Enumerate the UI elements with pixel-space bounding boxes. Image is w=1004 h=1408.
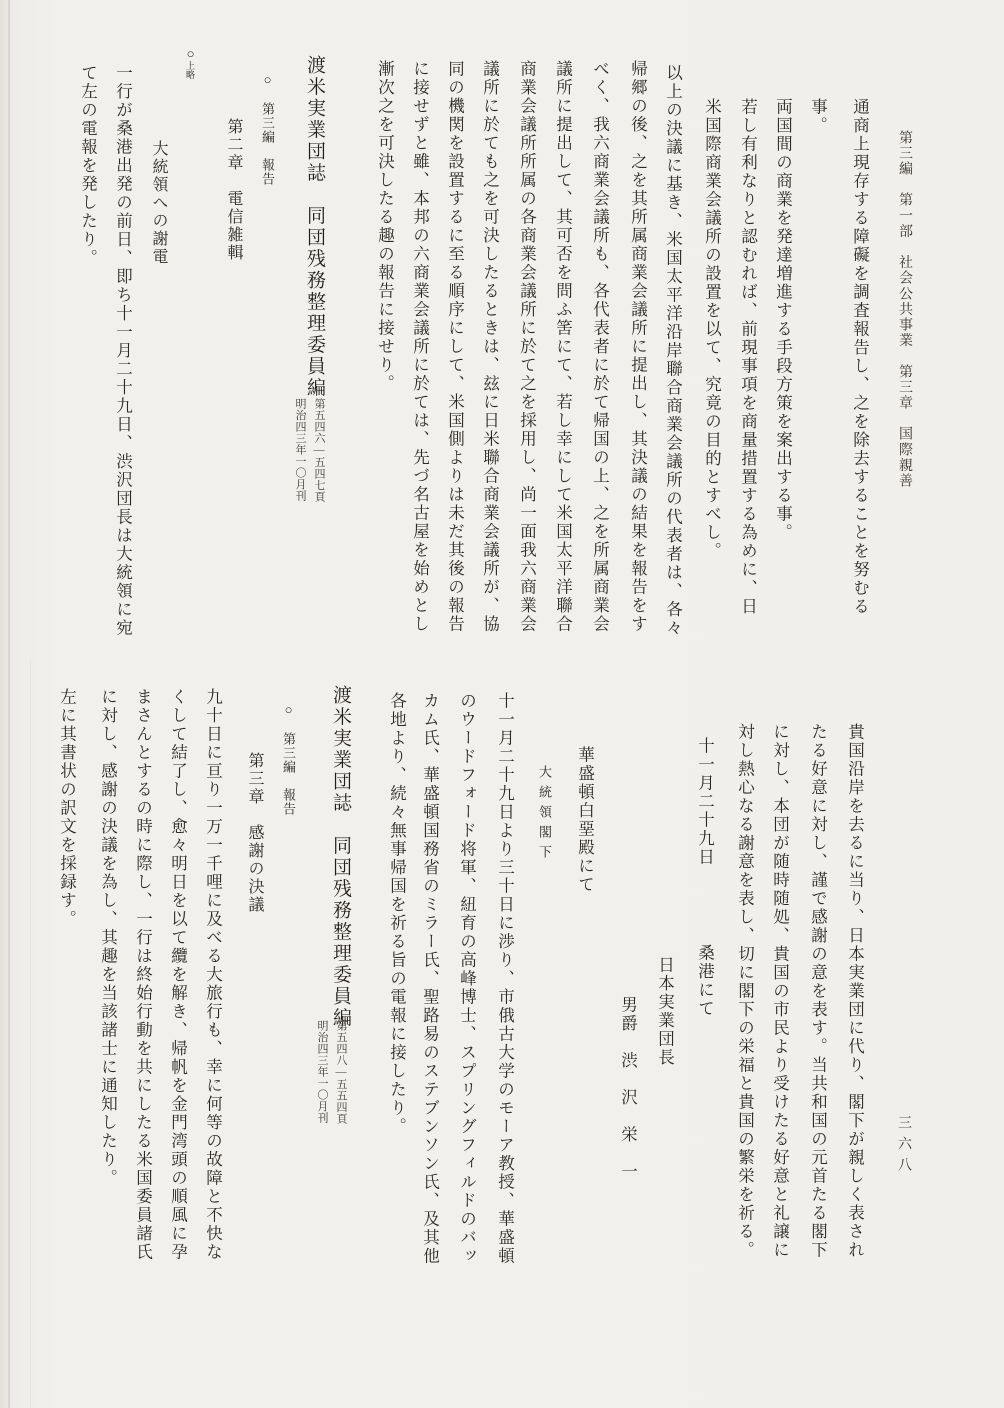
body-column: 十一月二十九日より三十日に渉り、市俄古大学のモーア教授、華盛頓	[495, 692, 515, 1266]
body-column: 帰郷の後、之を其所属商業会議所に提出し、其決議の結果を報告をす	[628, 60, 648, 634]
body-column: カム氏、華盛頓国務省のミラー氏、聖路易のステブンソン氏、及其他	[420, 692, 440, 1266]
body-column: に対し、感謝の決議を為し、其趣を当該諸士に通知したり。	[98, 688, 118, 1188]
body-column: 通商上現存する障礙を調査報告し、之を除去することを努むる	[850, 98, 870, 616]
subheading: 大統領への謝電	[150, 140, 167, 266]
body-column: に接せずと雖、本邦の六商業会議所に於ては、先づ名古屋を始めとし	[410, 60, 430, 634]
omission-label: 上略	[185, 61, 195, 79]
source-title: 渡米実業団誌 同団残務整理委員編	[304, 55, 325, 399]
body-column: 九十日に亘り一万一千哩に及べる大旅行も、幸に何等の故障と不快な	[203, 688, 223, 1262]
page-number: 三六八	[896, 1115, 911, 1178]
source-title: 渡米実業団誌 同団残務整理委員編	[330, 685, 351, 1029]
quote-column: 貴国沿岸を去るに当り、日本実業団に代り、閣下が親しく表され	[845, 723, 865, 1260]
page-fold-line	[30, 660, 31, 1408]
signature-name: 男爵 渋 沢 栄 一	[618, 996, 638, 1181]
chapter-heading: 第三章 感謝の決議	[246, 752, 263, 914]
body-column: のウードフォード将軍、紐育の高峰博士、スプリングフィルドのバッ	[457, 692, 477, 1266]
running-head: 第三編 第一部 社会公共事業 第三章 国際親善	[897, 130, 912, 489]
body-column: 漸次之を可決したる趣の報告に接せり。	[375, 60, 395, 393]
quote-column: 対し熱心なる謝意を表し、切に閣下の栄福と貴国の繁栄を祈る。	[735, 723, 755, 1260]
source-pages: 第五四八―五五四頁	[335, 1020, 347, 1125]
telegram-place: 桑港にて	[695, 944, 715, 1018]
body-column: 議所に於ても之を可決したるときは、玆に日米聯合商業会議所が、協	[480, 60, 500, 634]
section-label: ○ 第三編 報告	[260, 72, 275, 186]
omission-note	[182, 46, 198, 79]
signature-title: 日本実業団長	[655, 956, 675, 1067]
quote-column: に対し、本団が随時随処、貴国の市民より受けたる好意と礼譲に	[770, 723, 790, 1260]
body-column: 事。	[808, 98, 828, 135]
quote-column: たる好意に対し、謹で感謝の意を表す。当共和国の元首たる閣下	[808, 723, 828, 1260]
body-column: て左の電報を発したり。	[78, 64, 98, 268]
section-label: ○ 第三編 報告	[281, 702, 296, 816]
body-column: 同の機関を設置するに至る順序にして、米国側よりは未だ其後の報告	[445, 60, 465, 634]
source-date: 明治四三年一〇月刊	[316, 1020, 328, 1124]
body-column: 両国間の商業を発達増進する手段方策を案出する事。	[773, 98, 793, 542]
body-column: 以上の決議に基き、米国太平洋沿岸聯合商業会議所の代表者は、各々	[663, 64, 683, 638]
source-date: 明治四三年一〇月刊	[294, 398, 306, 502]
source-pages: 第五四六―五四七頁	[313, 398, 325, 503]
chapter-heading: 第二章 電信雑輯	[225, 118, 242, 262]
omission-circle-mark: ○	[183, 46, 198, 61]
body-column: 左に其書状の訳文を採録す。	[57, 688, 77, 929]
body-column: べく、我六商業会議所も、各代表者に於て帰国の上、之を所属商業会	[590, 60, 610, 634]
location-note: 華盛頓白堊殿にて	[575, 746, 595, 894]
body-column: 議所に提出して、其可否を問ふ筈にて、若し幸にして米国太平洋聯合	[553, 60, 573, 634]
body-column: 各地より、続々無事帰国を祈る旨の電報に接したり。	[387, 692, 407, 1136]
page-gutter-crease	[8, 0, 10, 1408]
body-column: 一行が桑港出発の前日、即ち十一月二十九日、渋沢団長は大統領に宛	[113, 64, 133, 638]
body-column: 商業会議所所属の各商業会議所に於て之を採用し、尚一面我六商業会	[517, 60, 537, 634]
telegram-date: 十一月二十九日	[695, 737, 715, 867]
body-column: 米国際商業会議所の設置を以て、究竟の目的とすべし。	[702, 98, 722, 561]
body-column: 若し有利なりと認むれば、前現事項を商量措置する為めに、日	[738, 98, 758, 616]
salutation: 大統領閣下	[537, 765, 552, 865]
body-column: くして結了し、愈々明日を以て纜を解き、帰帆を金門湾頭の順風に孕	[168, 688, 188, 1262]
body-column: まさんとするの時に際し、一行は終始行動を共にしたる米国委員諸氏	[133, 688, 153, 1262]
